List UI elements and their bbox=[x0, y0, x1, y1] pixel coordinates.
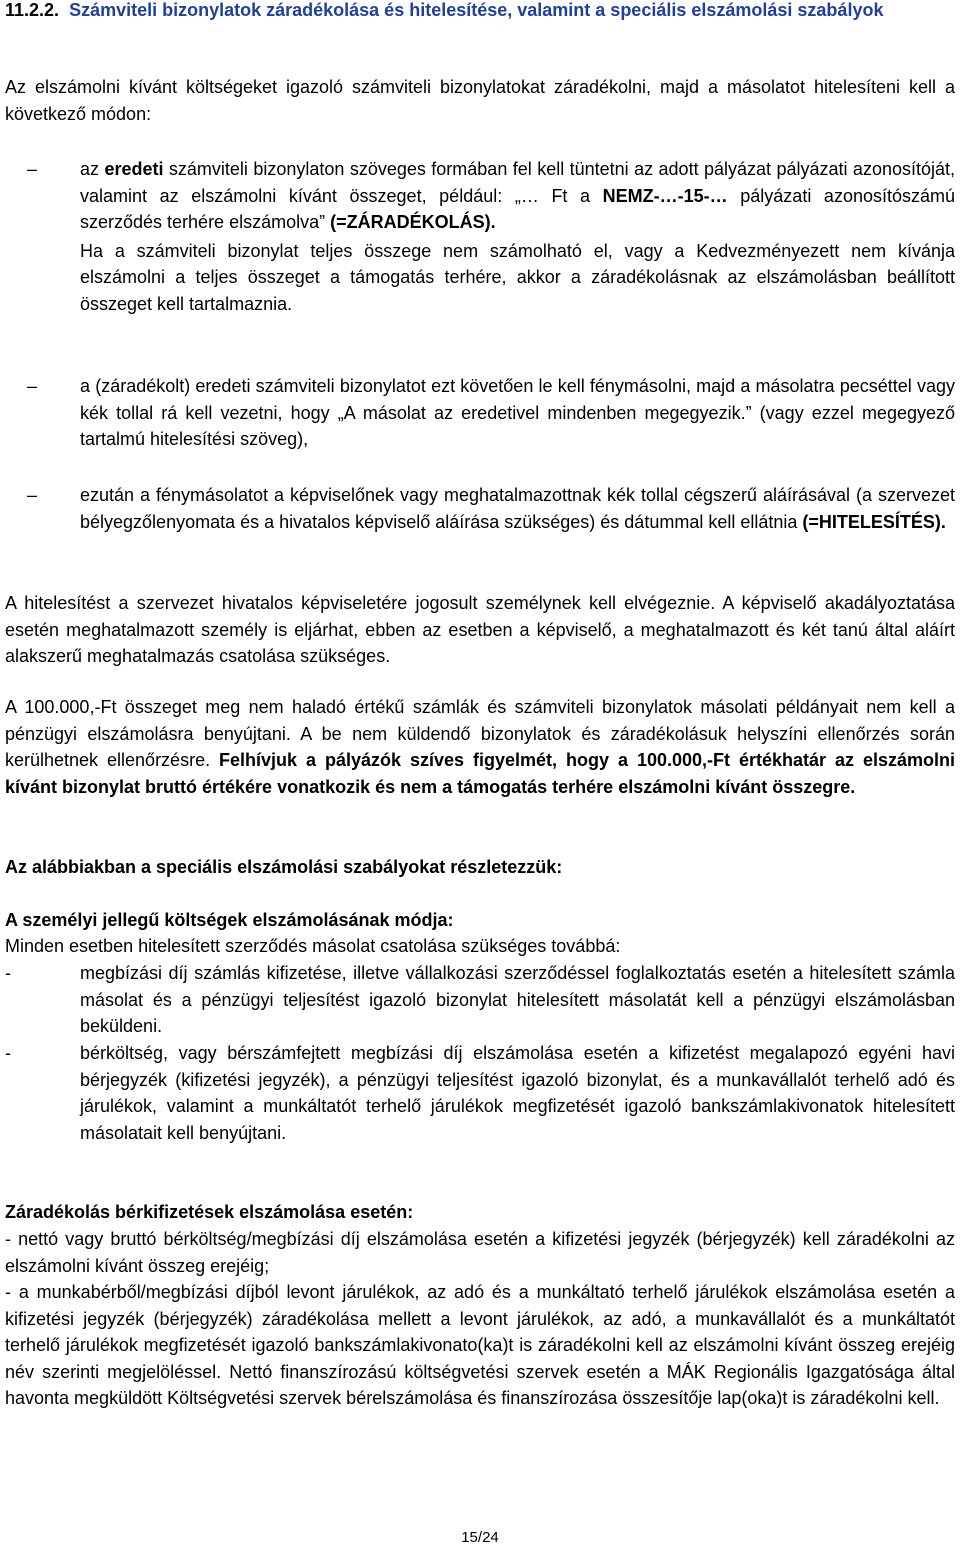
list-item-zaradekolas bbox=[5, 156, 955, 317]
list-dash: – bbox=[27, 159, 38, 179]
hitelesites-text bbox=[80, 482, 955, 535]
list-hyphen: - bbox=[5, 963, 11, 983]
partial-amount-note: Ha a számviteli bizonylat teljes összege nem számolható el, vagy a Kedvezményezett nem kívánja elszámolni a teljes összeget a támogatás terhére, akkor a záradékolásnak az elszámolásban beállított összeget kell tartalmaznia. bbox=[80, 240, 955, 314]
text-run-bold: NEMZ-…-15-… bbox=[602, 185, 728, 206]
text-run-bold: (=ZÁRADÉKOLÁS). bbox=[330, 212, 496, 232]
list-dash: – bbox=[27, 485, 38, 505]
payroll-line-1: - nettó vagy bruttó bérköltség/megbízási díj elszámolása esetén a kifizetési jegyzék (bérjegyzék) kell záradékolni az elszámolni kívánt összeg erejéig; bbox=[5, 1229, 955, 1276]
megbizasi-text: megbízási díj számlás kifizetése, illetve vállalkozási szerződéssel foglalkoztatás esetén a hitelesített számla másolat és a pénzügyi teljesítést igazoló bizonylat hitelesített másolatát kell a pénzügyi elszámolásban beküldeni. bbox=[80, 963, 955, 1036]
list-item-copy bbox=[5, 373, 955, 453]
page-number: 15/24 bbox=[461, 1529, 499, 1546]
list-item-berkoltseg bbox=[5, 1040, 955, 1146]
list-hyphen: - bbox=[5, 1043, 11, 1063]
threshold-paragraph bbox=[5, 694, 955, 800]
special-rules-heading: Az alábbiakban a speciális elszámolási szabályokat részletezzük: bbox=[5, 857, 563, 877]
list-dash: – bbox=[27, 376, 38, 396]
text-run: pályázati azonosítószámú szerződés terhére elszámolva” bbox=[80, 185, 956, 232]
section-title: Számviteli bizonylatok záradékolása és hitelesítése, valamint a speciális elszámolási szabályok bbox=[69, 0, 884, 20]
zaradekolas-text bbox=[80, 156, 955, 236]
intro-paragraph: Az elszámolni kívánt költségeket igazoló számviteli bizonylatokat záradékolni, majd a másolatot hitelesíteni kell a következő módon: bbox=[5, 77, 955, 124]
text-run-bold: eredeti bbox=[104, 159, 164, 179]
berkoltseg-text: bérköltség, vagy bérszámfejtett megbízási díj elszámolása esetén a kifizetést megalapozó egyéni havi bérjegyzék (kifizetési jegyzék), a pénzügyi teljesítést igazoló bizonylat, és a munkavállalót terhelő adó és járulékok, valamint a munkáltatót terhelő járulékok megfizetését igazoló bankszámlakivonatok hitelesített másolatait kell benyújtani. bbox=[80, 1043, 955, 1143]
copy-text: a (záradékolt) eredeti számviteli bizonylatot ezt követően le kell fénymásolni, majd a másolatra pecséttel vagy kék tollal rá kell vezetni, hogy „A másolat az eredetivel mindenben megegyezik.” (vagy ezzel megegyező tartalmú hitelesítési szöveg), bbox=[80, 376, 955, 449]
personal-costs-intro: Minden esetben hitelesített szerződés másolat csatolása szükséges továbbá: bbox=[5, 936, 621, 956]
text-run: ezután a fénymásolatot a képviselőnek vagy meghatalmazottnak kék tollal cégszerű aláírásával (a szervezet bélyegzőlenyomata és a hivatalos képviselő aláírása szükséges) és dátummal kell ellátnia bbox=[80, 485, 955, 532]
text-run: az bbox=[80, 159, 105, 179]
text-run: számviteli bizonylaton szöveges formában fel kell tüntetni az adott pályázat pályázati azonosítóját, valamint az elszámolni kívánt összeget, például: „… Ft a bbox=[80, 159, 955, 206]
text-run-bold: Felhívjuk a pályázók szíves figyelmét, hogy a 100.000,-Ft értékhatár az elszámolni kívánt bizonylat bruttó értékére vonatkozik és nem a támogatás terhére elszámolni kívánt összegre. bbox=[5, 750, 955, 797]
hitelesites-paragraph: A hitelesítést a szervezet hivatalos képviseletére jogosult személynek kell elvégeznie. A képviselő akadályoztatása esetén meghatalmazott személy is eljárhat, ebben az esetben a képviselő, a meghatalmazott és két tanú által aláírt alakszerű meghatalmazás csatolása szükséges. bbox=[5, 593, 955, 666]
list-item-hitelesites bbox=[5, 482, 955, 535]
personal-costs-heading: A személyi jellegű költségek elszámolásának módja: bbox=[5, 910, 454, 930]
section-heading bbox=[5, 0, 955, 23]
payroll-heading: Záradékolás bérkifizetések elszámolása esetén: bbox=[5, 1202, 414, 1222]
section-number: 11.2.2. bbox=[5, 0, 60, 20]
text-run: A 100.000,-Ft összeget meg nem haladó értékű számlák és számviteli bizonylatok másolati példányait nem kell a pénzügyi elszámolásra benyújtani. A be nem küldendő bizonylatok és záradékolásuk helyszíni ellenőrzés során kerülhetnek ellenőrzésre. bbox=[5, 697, 955, 770]
text-run-bold: (=HITELESÍTÉS). bbox=[802, 511, 946, 532]
list-item-megbizasi bbox=[5, 960, 955, 1040]
payroll-line-2: - a munkabérből/megbízási díjból levont járulékok, az adó és a munkáltató terhelő járulékok elszámolása esetén a kifizetési jegyzék (bérjegyzék) záradékolása mellett a levont járulékok, az adó, a munkavállalót és a munkáltatót terhelő járulékok megfizetését igazoló bankszámlakivonato(ka)t is záradékolni kell az elszámolni kívánt összeg erejéig név szerinti megjelöléssel. Nettó finanszírozású költségvetési szervek esetén a MÁK Regionális Igazgatósága által havonta megküldött Költségvetési szervek bérelszámolása és finanszírozása összesítője lap(oka)t is záradékolni kell. bbox=[5, 1282, 955, 1408]
